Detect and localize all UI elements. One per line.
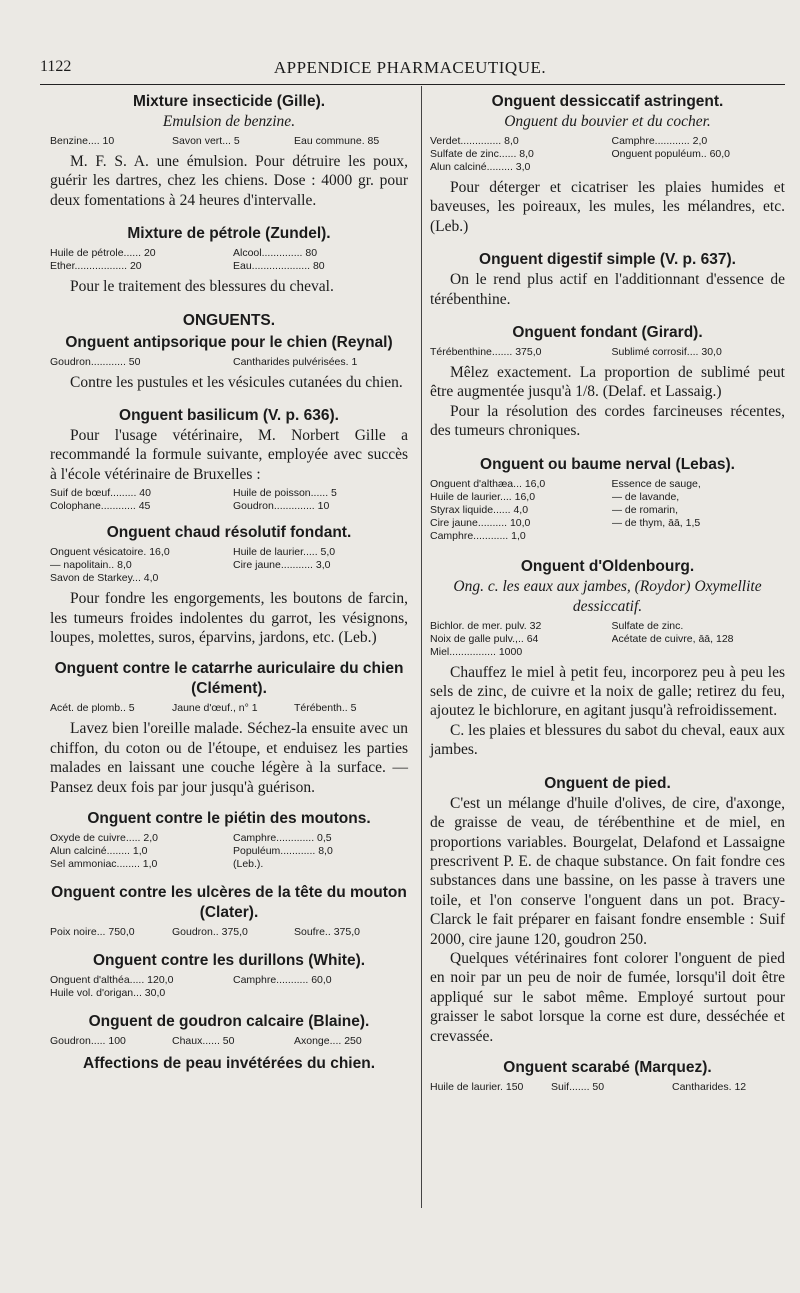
ingredient-entry: Bichlor. de mer. pulv. 32 — [430, 619, 542, 632]
ingredient-entry: Cantharides pulvérisées. 1 — [233, 355, 358, 368]
body-paragraph: Contre les pustules et les vésicules cutanées du chien. — [70, 373, 403, 391]
ingredient-entry: Essence de sauge, — [611, 477, 701, 490]
ingredient-entry: Huile vol. d'origan... 30,0 — [50, 987, 166, 1000]
section-title: Onguent fondant (Girard). — [512, 324, 703, 342]
ingredient-entry: Cantharides. 12 — [672, 1080, 747, 1093]
section-title: Onguent contre le piétin des moutons. — [87, 810, 371, 828]
ingredient-entry: (Leb.). — [233, 858, 264, 871]
body-paragraph: Lavez bien l'oreille malade. Séchez-la ensuite avec un chiffon, du coton ou de l'étoupe, et enduisez les parties malades en laissant une couche légère à la surface. — Pansez deux fois par jour jusqu'à guérison. — [50, 720, 408, 796]
ingredient-entry: Cire jaune.......... 10,0 — [430, 516, 531, 529]
ingredient-entry: — de lavande, — [611, 490, 680, 503]
formula-section — [50, 1054, 408, 1074]
ingredient-entry: Sulfate de zinc...... 8,0 — [430, 148, 534, 160]
formula-section — [430, 1058, 785, 1094]
ingredient-entry: Onguent d'althéa..... 120,0 — [50, 974, 174, 987]
section-subtitle: Onguent du bouvier et du cocher. — [504, 113, 711, 130]
page-number: 1122 — [40, 58, 72, 75]
ingredient-entry: Camphre............ 2,0 — [611, 135, 708, 147]
ingredient-entry: Suif....... 50 — [551, 1080, 605, 1093]
ingredient-list — [430, 478, 785, 543]
ingredient-entry: Acétate de cuivre, āā, 128 — [611, 632, 734, 645]
ingredient-entry: Goudron.............. 10 — [233, 500, 330, 513]
ingredient-entry: — napolitain.. 8,0 — [50, 559, 132, 572]
section-title: Onguent contre le catarrhe auriculaire du chien (Clément). — [54, 660, 404, 698]
section-title: Onguent basilicum (V. p. 636). — [119, 407, 339, 425]
ingredient-entry: Sublimé corrosif.... 30,0 — [611, 346, 722, 359]
ingredient-entry: Eau commune. 85 — [294, 135, 380, 147]
ingredient-entry: Populéum............ 8,0 — [233, 845, 333, 858]
section-title: ONGUENTS. — [182, 311, 276, 329]
ingredient-entry: Styrax liquide...... 4,0 — [430, 503, 529, 516]
formula-section — [50, 523, 408, 647]
formula-section — [50, 333, 408, 392]
formula-section — [50, 883, 408, 939]
ingredient-entry: Poix noire... 750,0 — [50, 926, 135, 939]
body-paragraph: M. F. S. A. une émulsion. Pour détruire les poux, guérir les dartres, chez les chiens. Dose : 4000 gr. pour deux fomentations à 24 heures d'intervalle. — [50, 153, 408, 209]
ingredient-list — [430, 135, 785, 174]
ingredient-entry: Huile de pétrole...... 20 — [50, 247, 156, 260]
ingredient-entry: Alun calciné........ 1,0 — [50, 845, 148, 858]
body-paragraph: Quelques vétérinaires font colorer l'onguent de pied en noir par un peu de noir de fumée, lorsqu'il doit être appliqué sur le sabot même. Employé surtout pour graisser le sabot lorsque la corne est dure, desséchée et crevassée. — [430, 949, 785, 1045]
body-paragraph: Pour l'usage vétérinaire, M. Norbert Gille a recommandé la formule suivante, employée avec succès à l'école vétérinaire de Bruxelles : — [50, 427, 408, 483]
ingredient-entry: Huile de laurier.... 16,0 — [430, 490, 536, 503]
ingredient-entry: Miel................ 1000 — [430, 645, 523, 658]
ingredient-entry: Alun calciné......... 3,0 — [430, 161, 531, 173]
ingredient-list — [50, 974, 408, 1000]
ingredient-entry: Alcool.............. 80 — [233, 247, 318, 260]
section-title: Onguent dessiccatif astringent. — [491, 93, 724, 110]
body-paragraph: Pour le traitement des blessures du cheval. — [70, 278, 334, 296]
ingredient-list — [430, 620, 785, 659]
body-paragraph: Chauffez le miel à petit feu, incorporez peu à peu les sels de zinc, de cuivre et la noix de galle; retirez du feu, ajoutez le bichlorure, en agitant jusqu'à refroidissement. — [430, 663, 785, 720]
ingredient-entry: Camphre............. 0,5 — [233, 832, 332, 845]
ingredient-list — [430, 1081, 785, 1094]
body-paragraph: Mêlez exactement. La proportion de sublimé peut être augmentée jusqu'à 1/8. (Delaf. et Lassaig.) — [430, 364, 785, 401]
section-title: Onguent antipsorique pour le chien (Reynal) — [65, 333, 393, 351]
ingredient-entry: Sulfate de zinc. — [611, 619, 684, 632]
ingredient-entry: Camphre........... 60,0 — [233, 974, 332, 987]
ingredient-entry: Térébenthine....... 375,0 — [430, 346, 542, 359]
formula-section — [50, 406, 408, 513]
ingredient-list — [50, 702, 408, 715]
formula-section — [430, 455, 785, 543]
ingredient-entry: Colophane............ 45 — [50, 500, 151, 513]
body-paragraph: Pour déterger et cicatriser les plaies humides et baveuses, les poireaux, les mules, les mélandres, etc. (Leb.) — [430, 179, 785, 235]
ingredient-entry: Camphre............ 1,0 — [430, 529, 526, 542]
formula-section — [50, 659, 408, 797]
ingredient-entry: Goudron.. 375,0 — [172, 926, 248, 939]
ingredient-entry: Onguent d'althæa... 16,0 — [430, 477, 546, 490]
ingredient-entry: Goudron............ 50 — [50, 355, 141, 368]
body-paragraph: C'est un mélange d'huile d'olives, de cire, d'axonge, de graisse de veau, de térébenthine et de miel, en proportions variables. Bourgelat, Delafond et Lassaigne prescrivent P. E. de chaque substance. On fait fondre ces substances dans une bassine, on les passe à travers une toile, et l'on conserve l'onguent dans un pot. Bracy-Clarck le fait préparer en faisant fondre ensemble : Suif 2000, cire jaune 120, goudron 250. — [430, 794, 785, 948]
ingredient-entry: Chaux...... 50 — [172, 1035, 235, 1048]
ingredient-list — [50, 487, 408, 513]
ingredient-entry: Savon vert... 5 — [172, 135, 240, 147]
ingredient-entry: Savon de Starkey... 4,0 — [50, 572, 159, 585]
section-title: Onguent contre les ulcères de la tête du mouton (Clater). — [51, 884, 407, 922]
ingredient-entry: Goudron..... 100 — [50, 1035, 126, 1048]
ingredient-entry: Noix de galle pulv.,.. 64 — [430, 632, 539, 645]
ingredient-entry: — de thym, āā, 1,5 — [611, 516, 701, 529]
section-subtitle: Emulsion de benzine. — [162, 113, 296, 130]
formula-section — [430, 323, 785, 441]
ingredient-entry: Huile de laurier..... 5,0 — [233, 546, 336, 559]
formula-section — [50, 224, 408, 296]
section-title: Affections de peau invétérées du chien. — [83, 1055, 375, 1073]
body-paragraph: C. les plaies et blessures du sabot du cheval, eaux aux jambes. — [430, 721, 785, 759]
formula-section — [50, 1012, 408, 1048]
formula-section — [50, 311, 408, 331]
ingredient-entry: Ether.................. 20 — [50, 260, 142, 273]
ingredient-entry: Onguent vésicatoire. 16,0 — [50, 546, 170, 559]
formula-section — [50, 951, 408, 1000]
section-title: Onguent de goudron calcaire (Blaine). — [88, 1013, 370, 1031]
ingredient-list — [50, 247, 408, 273]
running-title: APPENDICE PHARMACEUTIQUE. — [273, 58, 547, 77]
section-title: Onguent chaud résolutif fondant. — [106, 524, 352, 542]
ingredient-entry: Oxyde de cuivre..... 2,0 — [50, 832, 158, 845]
ingredient-entry: Cire jaune........... 3,0 — [233, 559, 331, 572]
ingredient-entry: Suif de bœuf......... 40 — [50, 487, 151, 500]
formula-section — [430, 92, 785, 236]
section-title: Mixture de pétrole (Zundel). — [127, 225, 331, 243]
ingredient-entry: Eau.................... 80 — [233, 260, 325, 273]
formula-section — [430, 250, 785, 309]
ingredient-list — [50, 356, 408, 369]
ingredient-entry: Térébenth.. 5 — [294, 702, 357, 715]
page-header — [40, 58, 780, 82]
ingredient-list — [50, 926, 408, 939]
section-title: Onguent ou baume nerval (Lebas). — [480, 455, 735, 473]
ingredient-list — [50, 135, 408, 148]
left-column — [50, 92, 408, 1074]
formula-section — [430, 557, 785, 760]
right-column — [430, 92, 785, 1098]
formula-section — [430, 774, 785, 1046]
ingredient-entry: Huile de laurier. 150 — [430, 1080, 524, 1093]
section-title: Onguent d'Oldenbourg. — [520, 557, 695, 575]
ingredient-entry: Onguent populéum.. 60,0 — [611, 148, 731, 160]
body-paragraph: Pour fondre les engorgements, les boutons de farcin, les tumeurs froides indolentes du garrot, les vésignons, loupes, molettes, suros, éparvins, jardons, etc. (Leb.) — [50, 590, 408, 647]
formula-section — [50, 92, 408, 210]
section-subtitle: Ong. c. les eaux aux jambes, (Roydor) Oxymellite dessiccatif. — [453, 577, 762, 615]
ingredient-entry: Axonge.... 250 — [294, 1035, 362, 1048]
ingredient-entry: Jaune d'œuf., n° 1 — [172, 702, 258, 715]
ingredient-list — [50, 1035, 408, 1048]
header-rule — [40, 84, 785, 85]
ingredient-entry: — de romarin, — [611, 503, 679, 516]
ingredient-list — [430, 346, 785, 359]
ingredient-list — [50, 546, 408, 585]
body-paragraph: Pour la résolution des cordes farcineuses récentes, des tumeurs chroniques. — [430, 402, 785, 440]
section-title: Onguent de pied. — [544, 774, 671, 792]
ingredient-entry: Sel ammoniac........ 1,0 — [50, 858, 158, 871]
section-title: Onguent contre les durillons (White). — [92, 952, 366, 970]
ingredient-entry: Benzine.... 10 — [50, 135, 115, 147]
ingredient-entry: Verdet.............. 8,0 — [430, 135, 519, 147]
ingredient-entry: Acét. de plomb.. 5 — [50, 702, 135, 715]
column-divider — [421, 86, 422, 1208]
body-paragraph: On le rend plus actif en l'additionnant d'essence de térébenthine. — [430, 271, 785, 308]
section-title: Onguent digestif simple (V. p. 637). — [479, 251, 736, 269]
section-title: Mixture insecticide (Gille). — [132, 93, 326, 110]
ingredient-entry: Huile de poisson...... 5 — [233, 487, 337, 500]
section-title: Onguent scarabé (Marquez). — [503, 1058, 712, 1076]
ingredient-entry: Soufre.. 375,0 — [294, 926, 360, 939]
ingredient-list — [50, 832, 408, 871]
formula-section — [50, 809, 408, 871]
